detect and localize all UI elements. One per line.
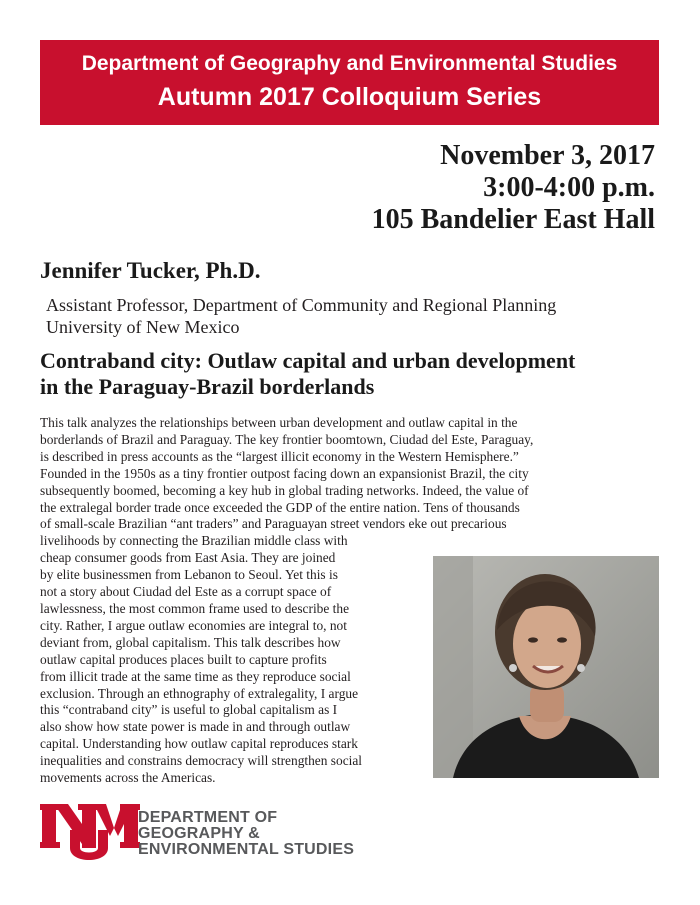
speaker-name: Jennifer Tucker, Ph.D. bbox=[40, 258, 261, 283]
abstract-line: Founded in the 1950s as a tiny frontier outpost facing down an expansionist Brazil, the city bbox=[40, 465, 529, 481]
header-banner bbox=[40, 40, 659, 125]
logo-text-line: GEOGRAPHY & bbox=[138, 825, 260, 842]
abstract-line: also show how state power is made in and through outlaw bbox=[40, 719, 351, 735]
event-date: November 3, 2017 bbox=[440, 140, 655, 171]
abstract-line: city. Rather, I argue outlaw economies are integral to, not bbox=[40, 617, 347, 633]
abstract-line: borderlands of Brazil and Paraguay. The key frontier boomtown, Ciudad del Este, Paraguay, bbox=[40, 431, 534, 447]
abstract-line: subsequently boomed, becoming a key hub in global trading networks. Indeed, the value of bbox=[40, 482, 529, 498]
speaker-photo bbox=[433, 556, 659, 778]
abstract-line: is described in press accounts as the “largest illicit economy in the Western Hemisphere.” bbox=[40, 448, 519, 464]
abstract-line: movements across the Americas. bbox=[40, 770, 216, 786]
abstract-line: by elite businessmen from Lebanon to Seoul. Yet this is bbox=[40, 567, 338, 583]
abstract-line: cheap consumer goods from East Asia. They are joined bbox=[40, 550, 336, 566]
abstract-line: deviant from, global capitalism. This talk describes how bbox=[40, 634, 341, 650]
speaker-affiliation bbox=[46, 294, 556, 338]
abstract-line: of small-scale Brazilian “ant traders” and Paraguayan street vendors eke out precarious bbox=[40, 516, 507, 532]
abstract-line: livelihoods by connecting the Brazilian middle class with bbox=[40, 533, 348, 549]
speaker-portrait-illustration bbox=[433, 556, 659, 778]
unm-logo-icon bbox=[40, 800, 140, 864]
talk-title bbox=[40, 348, 665, 400]
event-details bbox=[372, 140, 655, 236]
abstract-line: from illicit trade at the same time as they reproduce social bbox=[40, 668, 351, 684]
department-logo-text bbox=[138, 810, 354, 858]
series-heading: Autumn 2017 Colloquium Series bbox=[157, 83, 542, 111]
logo-text-line: DEPARTMENT OF bbox=[138, 809, 278, 826]
abstract-line: lawlessness, the most common frame used to describe the bbox=[40, 600, 350, 616]
abstract-line: not a story about Ciudad del Este as a corrupt space of bbox=[40, 584, 332, 600]
event-time: 3:00-4:00 p.m. bbox=[483, 172, 655, 203]
abstract-wrapped-block bbox=[40, 533, 422, 787]
abstract-line: this “contraband city” is useful to global capitalism as I bbox=[40, 702, 338, 718]
talk-title-line: in the Paraguay-Brazil borderlands bbox=[40, 374, 375, 399]
abstract-line: exclusion. Through an ethnography of extralegality, I argue bbox=[40, 685, 359, 701]
abstract-line: inequalities and constrains democracy will strengthen social bbox=[40, 753, 363, 769]
abstract-line: outlaw capital produces places built to capture profits bbox=[40, 651, 327, 667]
speaker-institution: University of New Mexico bbox=[46, 317, 240, 337]
abstract-line: capital. Understanding how outlaw capital reproduces stark bbox=[40, 736, 358, 752]
event-location: 105 Bandelier East Hall bbox=[371, 204, 655, 235]
speaker-title: Assistant Professor, Department of Community and Regional Planning bbox=[46, 295, 557, 315]
talk-title-line: Contraband city: Outlaw capital and urban development bbox=[40, 348, 576, 373]
abstract-line: This talk analyzes the relationships between urban development and outlaw capital in the bbox=[40, 415, 518, 430]
logo-text-line: ENVIRONMENTAL STUDIES bbox=[138, 841, 355, 858]
department-heading: Department of Geography and Environmental Studies bbox=[81, 52, 618, 75]
abstract-line: the extralegal border trade once exceeded the GDP of the entire nation. Tens of thousands bbox=[40, 499, 520, 515]
